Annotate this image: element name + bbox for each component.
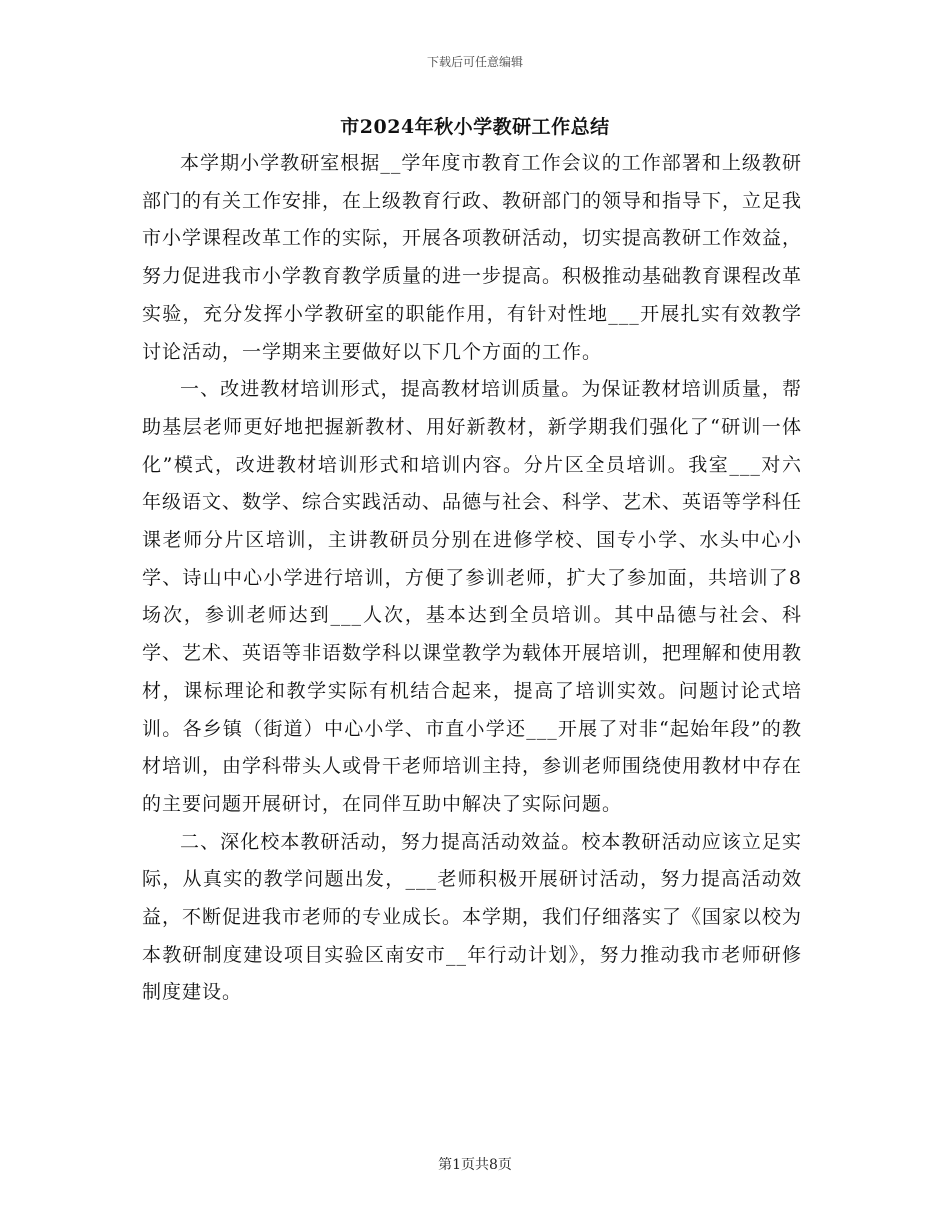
- document-title: 市2024年秋小学教研工作总结: [340, 116, 610, 138]
- page-header-note: 下载后可任意编辑: [426, 55, 523, 69]
- paragraph-intro: 本学期小学教研室根据__学年度市教育工作会议的工作部署和上级教研部门的有关工作安排，在上级教育行政、教研部门的领导和指导下，立足我市小学课程改革工作的实际，开展各项教研活动，切实提高教研工作效益，努力促进我市小学教育教学质量的进一步提高。积极推动基础教育课程改革实验，充分发挥小学教研室的职能作用，有针对性地___开展扎实有效教学讨论活动，一学期来主要做好以下几个方面的工作。: [142, 152, 803, 363]
- paragraph-section-1: 一、改进教材培训形式，提高教材培训质量。为保证教材培训质量，帮助基层老师更好地把握新教材、用好新教材，新学期我们强化了“研训一体化”模式，改进教材培训形式和培训内容。分片区全员培训。我室___对六年级语文、数学、综合实践活动、品德与社会、科学、艺术、英语等学科任课老师分片区培训，主讲教研员分别在进修学校、国专小学、水头中心小学、诗山中心小学进行培训，方便了参训老师，扩大了参加面，共培训了8场次，参训老师达到___人次，基本达到全员培训。其中品德与社会、科学、艺术、英语等非语数学科以课堂教学为载体开展培训，把理解和使用教材，课标理论和教学实际有机结合起来，提高了培训实效。问题讨论式培训。各乡镇（街道）中心小学、市直小学还___开展了对非“起始年段”的教材培训，由学科带头人或骨干老师培训主持，参训老师围绕使用教材中存在的主要问题开展研讨，在同伴互助中解决了实际问题。: [142, 378, 803, 815]
- page-number: 第1页共8页: [438, 1157, 512, 1173]
- paragraph-section-2: 二、深化校本教研活动，努力提高活动效益。校本教研活动应该立足实际，从真实的教学问题出发，___老师积极开展研讨活动，努力提高活动效益，不断促进我市老师的专业成长。本学期，我们仔细落实了《国家以校为本教研制度建设项目实验区南安市__年行动计划》，努力推动我市老师研修制度建设。: [142, 830, 803, 1004]
- document-body: [142, 145, 802, 1012]
